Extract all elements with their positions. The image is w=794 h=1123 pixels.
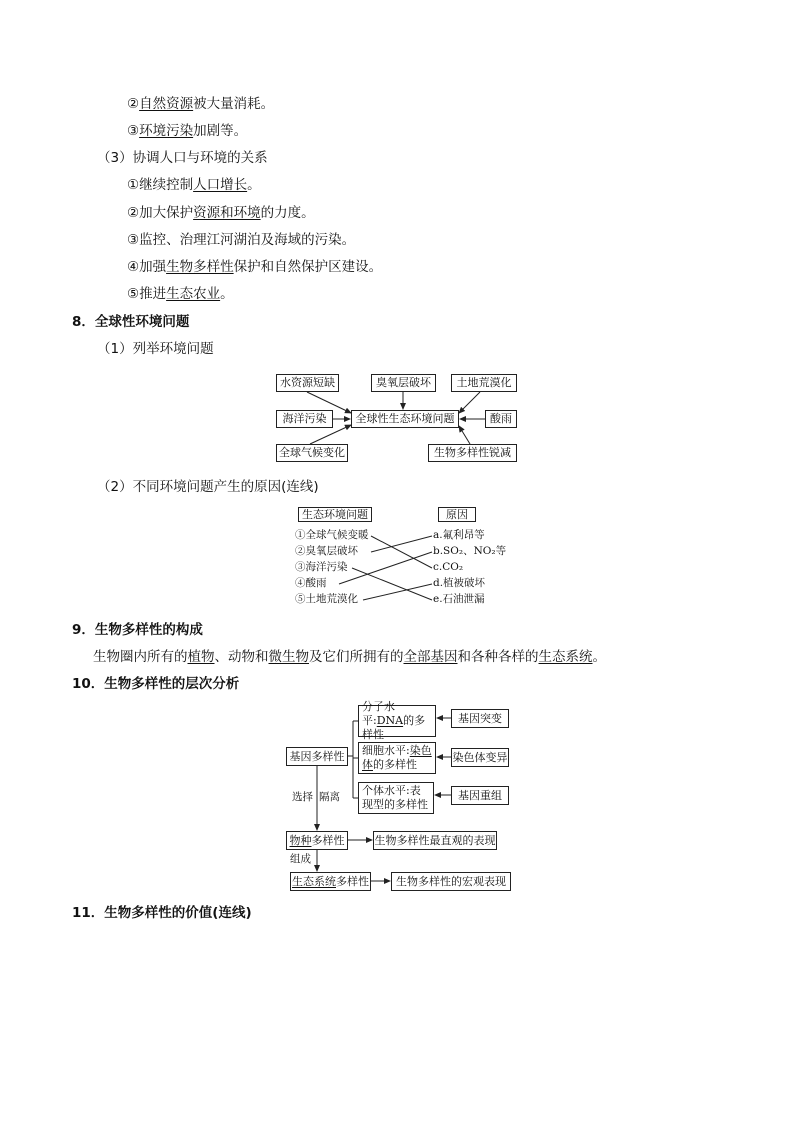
label-isolate: 隔离 xyxy=(319,791,340,803)
box-global-problem: 全球性生态环境问题 xyxy=(351,410,459,428)
match-right-d: d.植被破坏 xyxy=(433,577,486,589)
line-population: ①继续控制人口增长。 xyxy=(127,177,261,193)
line-biodiversity: ④加强生物多样性保护和自然保护区建设。 xyxy=(127,259,383,275)
section-11-heading: 11．生物多样性的价值(连线) xyxy=(72,905,252,921)
label-select: 选择 xyxy=(292,791,313,803)
box-biodiversity-loss: 生物多样性锐减 xyxy=(428,444,517,462)
box-climate-change: 全球气候变化 xyxy=(276,444,348,462)
box-water-shortage: 水资源短缺 xyxy=(276,374,339,392)
box-gene-mutation: 基因突变 xyxy=(451,709,509,728)
box-cell-level: 细胞水平:染色体的多样性 xyxy=(358,742,436,774)
section-8-heading: 8．全球性环境问题 xyxy=(72,314,190,330)
box-molecular-level: 分子水平:DNA的多样性 xyxy=(358,705,436,737)
match-right-b: b.SO₂、NO₂等 xyxy=(433,545,507,557)
match-right-header: 原因 xyxy=(438,507,476,522)
section-8-sub2: （2）不同环境问题产生的原因(连线) xyxy=(97,479,319,495)
section-8-sub1: （1）列举环境问题 xyxy=(97,341,214,357)
match-left-1: ①全球气候变暖 xyxy=(295,529,369,541)
match-left-header: 生态环境问题 xyxy=(298,507,372,522)
line-monitor: ③监控、治理江河湖泊及海域的污染。 xyxy=(127,232,356,248)
section-9-text: 生物圈内所有的植物、动物和微生物及它们所拥有的全部基因和各种各样的生态系统。 xyxy=(93,649,606,665)
box-ecosystem-note: 生物多样性的宏观表现 xyxy=(391,872,511,891)
box-gene-recombination: 基因重组 xyxy=(451,786,509,805)
match-right-a: a.氟利昂等 xyxy=(433,529,485,541)
arrow-biodiversity-loss xyxy=(459,426,470,444)
arrow-desertification xyxy=(459,392,480,413)
label-compose: 组成 xyxy=(290,853,311,865)
line-natural-resources: ②自然资源被大量消耗。 xyxy=(127,96,275,112)
box-species-diversity: 物种多样性 xyxy=(286,831,348,850)
box-desertification: 土地荒漠化 xyxy=(451,374,517,392)
subheading-coordinate: （3）协调人口与环境的关系 xyxy=(97,150,268,166)
box-ocean-pollution: 海洋污染 xyxy=(276,410,333,428)
box-species-note: 生物多样性最直观的表现 xyxy=(373,831,497,850)
link-1-c xyxy=(371,536,432,568)
match-right-c: c.CO₂ xyxy=(433,561,464,573)
match-left-3: ③海洋污染 xyxy=(295,561,348,573)
arrow-water-shortage xyxy=(307,392,351,413)
line-protect-resources: ②加大保护资源和环境的力度。 xyxy=(127,205,315,221)
arrow-climate-change xyxy=(310,425,351,444)
link-3-e xyxy=(352,568,432,600)
match-left-4: ④酸雨 xyxy=(295,577,327,589)
link-2-a xyxy=(371,536,432,552)
box-gene-diversity: 基因多样性 xyxy=(286,747,348,766)
match-left-5: ⑤土地荒漠化 xyxy=(295,593,358,605)
line-eco-agriculture: ⑤推进生态农业。 xyxy=(127,286,234,302)
section-9-heading: 9．生物多样性的构成 xyxy=(72,622,203,638)
box-ozone: 臭氧层破坏 xyxy=(371,374,436,392)
box-ecosystem-diversity: 生态系统多样性 xyxy=(290,872,371,891)
match-right-e: e.石油泄漏 xyxy=(433,593,485,605)
box-acid-rain: 酸雨 xyxy=(485,410,517,428)
line-pollution: ③环境污染加剧等。 xyxy=(127,123,248,139)
section-10-heading: 10．生物多样性的层次分析 xyxy=(72,676,240,692)
box-chromosome-variation: 染色体变异 xyxy=(451,748,509,767)
match-left-2: ②臭氧层破坏 xyxy=(295,545,358,557)
box-individual-level: 个体水平:表现型的多样性 xyxy=(358,782,434,814)
